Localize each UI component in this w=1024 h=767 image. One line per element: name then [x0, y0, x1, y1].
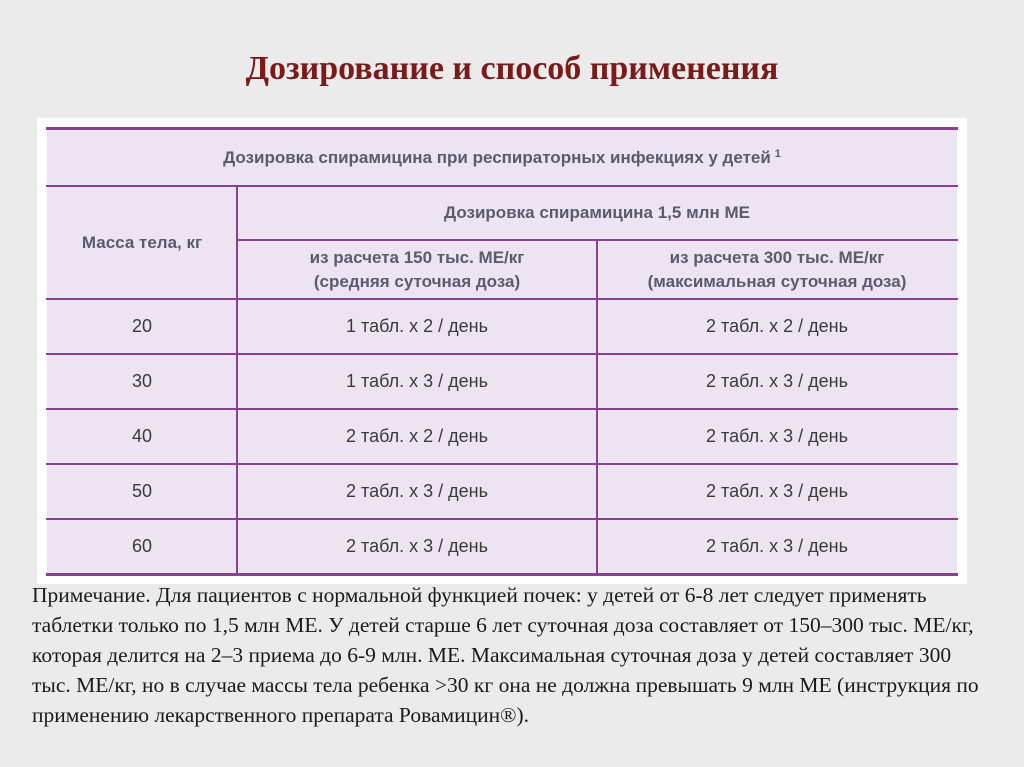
avg-dose-header-line1: из расчета 150 тыс. МЕ/кг — [309, 247, 525, 267]
table-row — [47, 299, 957, 354]
table-row — [47, 354, 957, 409]
table-caption — [47, 129, 957, 187]
avg-dose-cell: 2 табл. х 3 / день — [237, 519, 597, 575]
max-dose-cell: 2 табл. х 3 / день — [597, 464, 957, 519]
mass-cell: 20 — [47, 299, 237, 354]
table-caption-text: Дозировка спирамицина при респираторных инфекциях у детей — [223, 147, 771, 167]
mass-cell: 60 — [47, 519, 237, 575]
avg-dose-cell: 2 табл. х 2 / день — [237, 409, 597, 464]
max-dose-cell: 2 табл. х 2 / день — [597, 299, 957, 354]
dosage-table-card — [37, 118, 967, 584]
table-caption-row — [47, 129, 957, 187]
avg-dose-cell: 1 табл. х 2 / день — [237, 299, 597, 354]
dosage-table — [46, 127, 958, 576]
max-dose-column-header — [597, 240, 957, 299]
max-dose-cell: 2 табл. х 3 / день — [597, 519, 957, 575]
table-header-row — [47, 186, 957, 240]
avg-dose-cell: 2 табл. х 3 / день — [237, 464, 597, 519]
avg-dose-cell: 1 табл. х 3 / день — [237, 354, 597, 409]
avg-dose-header-line2: (средняя суточная доза) — [313, 271, 521, 291]
max-dose-cell: 2 табл. х 3 / день — [597, 409, 957, 464]
table-row — [47, 464, 957, 519]
footnote-paragraph: Примечание. Для пациентов с нормальной функцией почек: у детей от 6-8 лет следует применять таблетки только по 1,5 млн МЕ. У детей старше 6 лет суточная доза составляет от 150–300 тыс. МЕ/кг, которая делится на 2–3 приема до 6-9 млн. МЕ. Максимальная суточная доза у детей составляет 300 тыс. МЕ/кг, но в случае массы тела ребенка >30 кг она не должна превышать 9 млн МЕ (инструкция по применению лекарственного препарата Ровамицин®). — [32, 583, 979, 727]
max-dose-header-line2: (максимальная суточная доза) — [647, 271, 907, 291]
table-caption-footnote: 1 — [774, 147, 781, 160]
mass-cell: 30 — [47, 354, 237, 409]
mass-cell: 40 — [47, 409, 237, 464]
avg-dose-column-header — [237, 240, 597, 299]
mass-column-header: Масса тела, кг — [47, 186, 237, 299]
slide-title: Дозирование и способ применения — [245, 50, 779, 87]
table-row — [47, 409, 957, 464]
max-dose-header-line1: из расчета 300 тыс. МЕ/кг — [669, 247, 885, 267]
dosage-group-header: Дозировка спирамицина 1,5 млн МЕ — [237, 186, 957, 240]
max-dose-cell: 2 табл. х 3 / день — [597, 354, 957, 409]
table-row — [47, 519, 957, 575]
mass-cell: 50 — [47, 464, 237, 519]
